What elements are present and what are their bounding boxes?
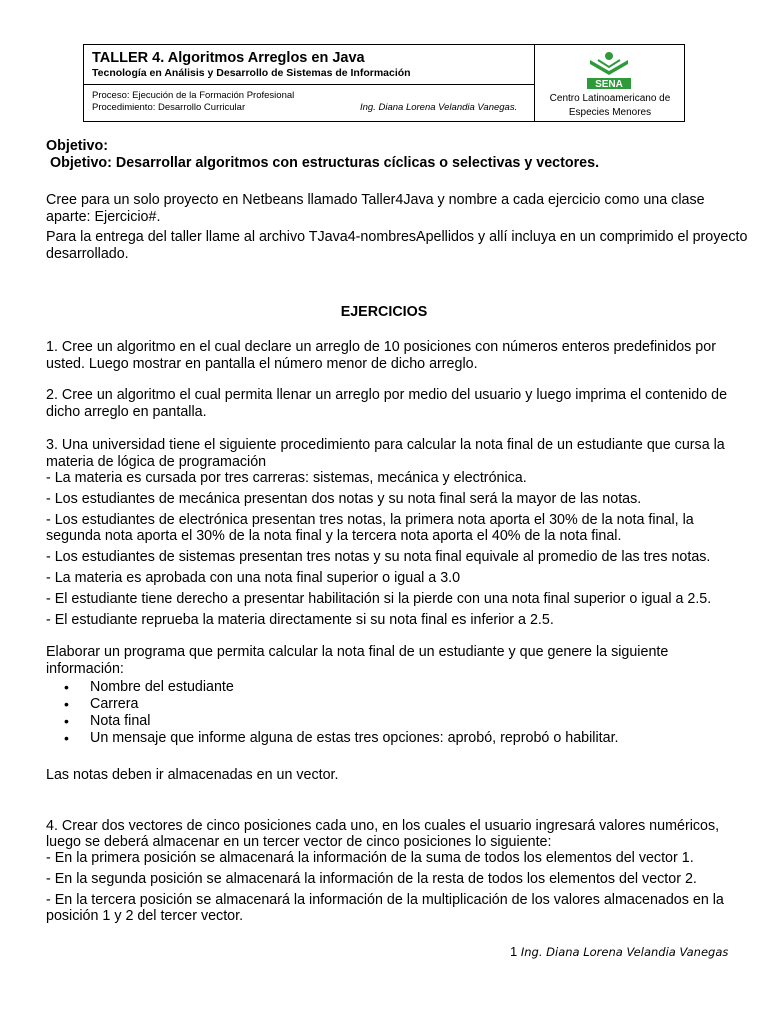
exercise-3-rule-5: - La materia es aprobada con una nota final superior o igual a 3.0 <box>46 570 461 586</box>
exercise-3-rule-7: - El estudiante reprueba la materia directamente si su nota final es inferior a 2.5. <box>46 612 554 628</box>
intro-paragraph-2-line-1: Para la entrega del taller llame al archivo TJava4-nombresApellidos y allí incluya en un comprimido el proyecto <box>46 229 748 245</box>
exercise-2-line-1: 2. Cree un algoritmo el cual permita llenar un arreglo por medio del usuario y luego imprima el contenido de <box>46 387 728 403</box>
exercise-4-rule-3-line-2: posición 1 y 2 del tercer vector. <box>46 908 244 924</box>
exercise-1-line-1: 1. Cree un algoritmo en el cual declare un arreglo de 10 posiciones con números enteros predefinidos por <box>46 339 716 355</box>
list-item: Carrera <box>90 696 139 712</box>
bullet-marker: • <box>64 679 69 695</box>
section-title: EJERCICIOS <box>340 304 428 320</box>
exercise-4-rule-1: - En la primera posición se almacenará la información de la suma de todos los elementos del vector 1. <box>46 850 694 866</box>
objective-label: Objetivo: <box>46 138 108 154</box>
exercise-3-note: Las notas deben ir almacenadas en un vector. <box>46 767 339 783</box>
list-item: Nota final <box>90 713 151 729</box>
bullet-marker: • <box>64 713 69 729</box>
exercise-4-line-2: luego se deberá almacenar en un tercer vector de cinco posiciones lo siguiente: <box>46 834 552 850</box>
exercise-3-line-2: materia de lógica de programación <box>46 454 267 470</box>
exercise-4-line-1: 4. Crear dos vectores de cinco posiciones cada uno, en los cuales el usuario ingresará valores numéricos, <box>46 818 720 834</box>
header-divider-horizontal <box>84 84 534 85</box>
exercise-4-rule-3-line-1: - En la tercera posición se almacenará la información de la multiplicación de los valores almacenados en la <box>46 892 724 908</box>
center-name <box>536 92 684 120</box>
objective-text: Objetivo: Desarrollar algoritmos con estructuras cíclicas o selectivas y vectores. <box>46 155 600 171</box>
exercise-3-rule-2: - Los estudiantes de mecánica presentan dos notas y su nota final será la mayor de las notas. <box>46 491 642 507</box>
center-name-line1: Centro Latinoamericano de <box>549 93 671 104</box>
procedure-label: Procedimiento: Desarrollo Curricular <box>92 102 246 113</box>
exercise-3-elaborate-line-1: Elaborar un programa que permita calcular la nota final de un estudiante y que genere la siguiente <box>46 644 669 660</box>
list-item: Un mensaje que informe alguna de estas tres opciones: aprobó, reprobó o habilitar. <box>90 730 619 746</box>
exercise-4-rule-2: - En la segunda posición se almacenará la información de la resta de todos los elementos del vector 2. <box>46 871 697 887</box>
intro-paragraph-2-line-2: desarrollado. <box>46 246 129 262</box>
program-name: Tecnología en Análisis y Desarrollo de Sistemas de Información <box>92 67 411 79</box>
exercise-3-elaborate-line-2: información: <box>46 661 124 677</box>
list-item: Nombre del estudiante <box>90 679 234 695</box>
exercise-3-rule-4: - Los estudiantes de sistemas presentan tres notas y su nota final equivale al promedio de las tres notas. <box>46 549 711 565</box>
exercise-2-line-2: dicho arreglo en pantalla. <box>46 404 207 420</box>
exercise-3-rule-6: - El estudiante tiene derecho a presentar habilitación si la pierde con una nota final superior o igual a 2.5. <box>46 591 712 607</box>
logo-text: SENA <box>595 79 623 90</box>
exercise-3-rule-1: - La materia es cursada por tres carreras: sistemas, mecánica y electrónica. <box>46 470 527 486</box>
footer-author: Ing. Diana Lorena Velandia Vanegas <box>520 945 729 959</box>
author-label: Ing. Diana Lorena Velandia Vanegas. <box>360 102 518 113</box>
exercise-3-line-1: 3. Una universidad tiene el siguiente procedimiento para calcular la nota final de un estudiante que cursa la <box>46 437 725 453</box>
bullet-marker: • <box>64 696 69 712</box>
intro-paragraph-1-line-1: Cree para un solo proyecto en Netbeans llamado Taller4Java y nombre a cada ejercicio como una clase <box>46 192 705 208</box>
exercise-3-rule-3-line-2: segunda nota aporta el 30% de la nota final y la tercera nota aporta el 40% de la nota final. <box>46 528 622 544</box>
header-table <box>83 44 685 122</box>
sena-logo <box>584 51 634 91</box>
exercise-3-rule-3-line-1: - Los estudiantes de electrónica presentan tres notas, la primera nota aporta el 30% de la nota final, la <box>46 512 694 528</box>
bullet-marker: • <box>64 730 69 746</box>
page-footer <box>510 944 728 959</box>
page-number: 1 <box>510 944 518 959</box>
exercise-1-line-2: usted. Luego mostrar en pantalla el número menor de dicho arreglo. <box>46 356 478 372</box>
intro-paragraph-1-line-2: aparte: Ejercicio#. <box>46 209 161 225</box>
header-divider-vertical <box>534 45 535 121</box>
center-name-line2: Especies Menores <box>568 107 652 118</box>
document-title: TALLER 4. Algoritmos Arreglos en Java <box>92 50 365 66</box>
process-label: Proceso: Ejecución de la Formación Profesional <box>92 90 295 101</box>
